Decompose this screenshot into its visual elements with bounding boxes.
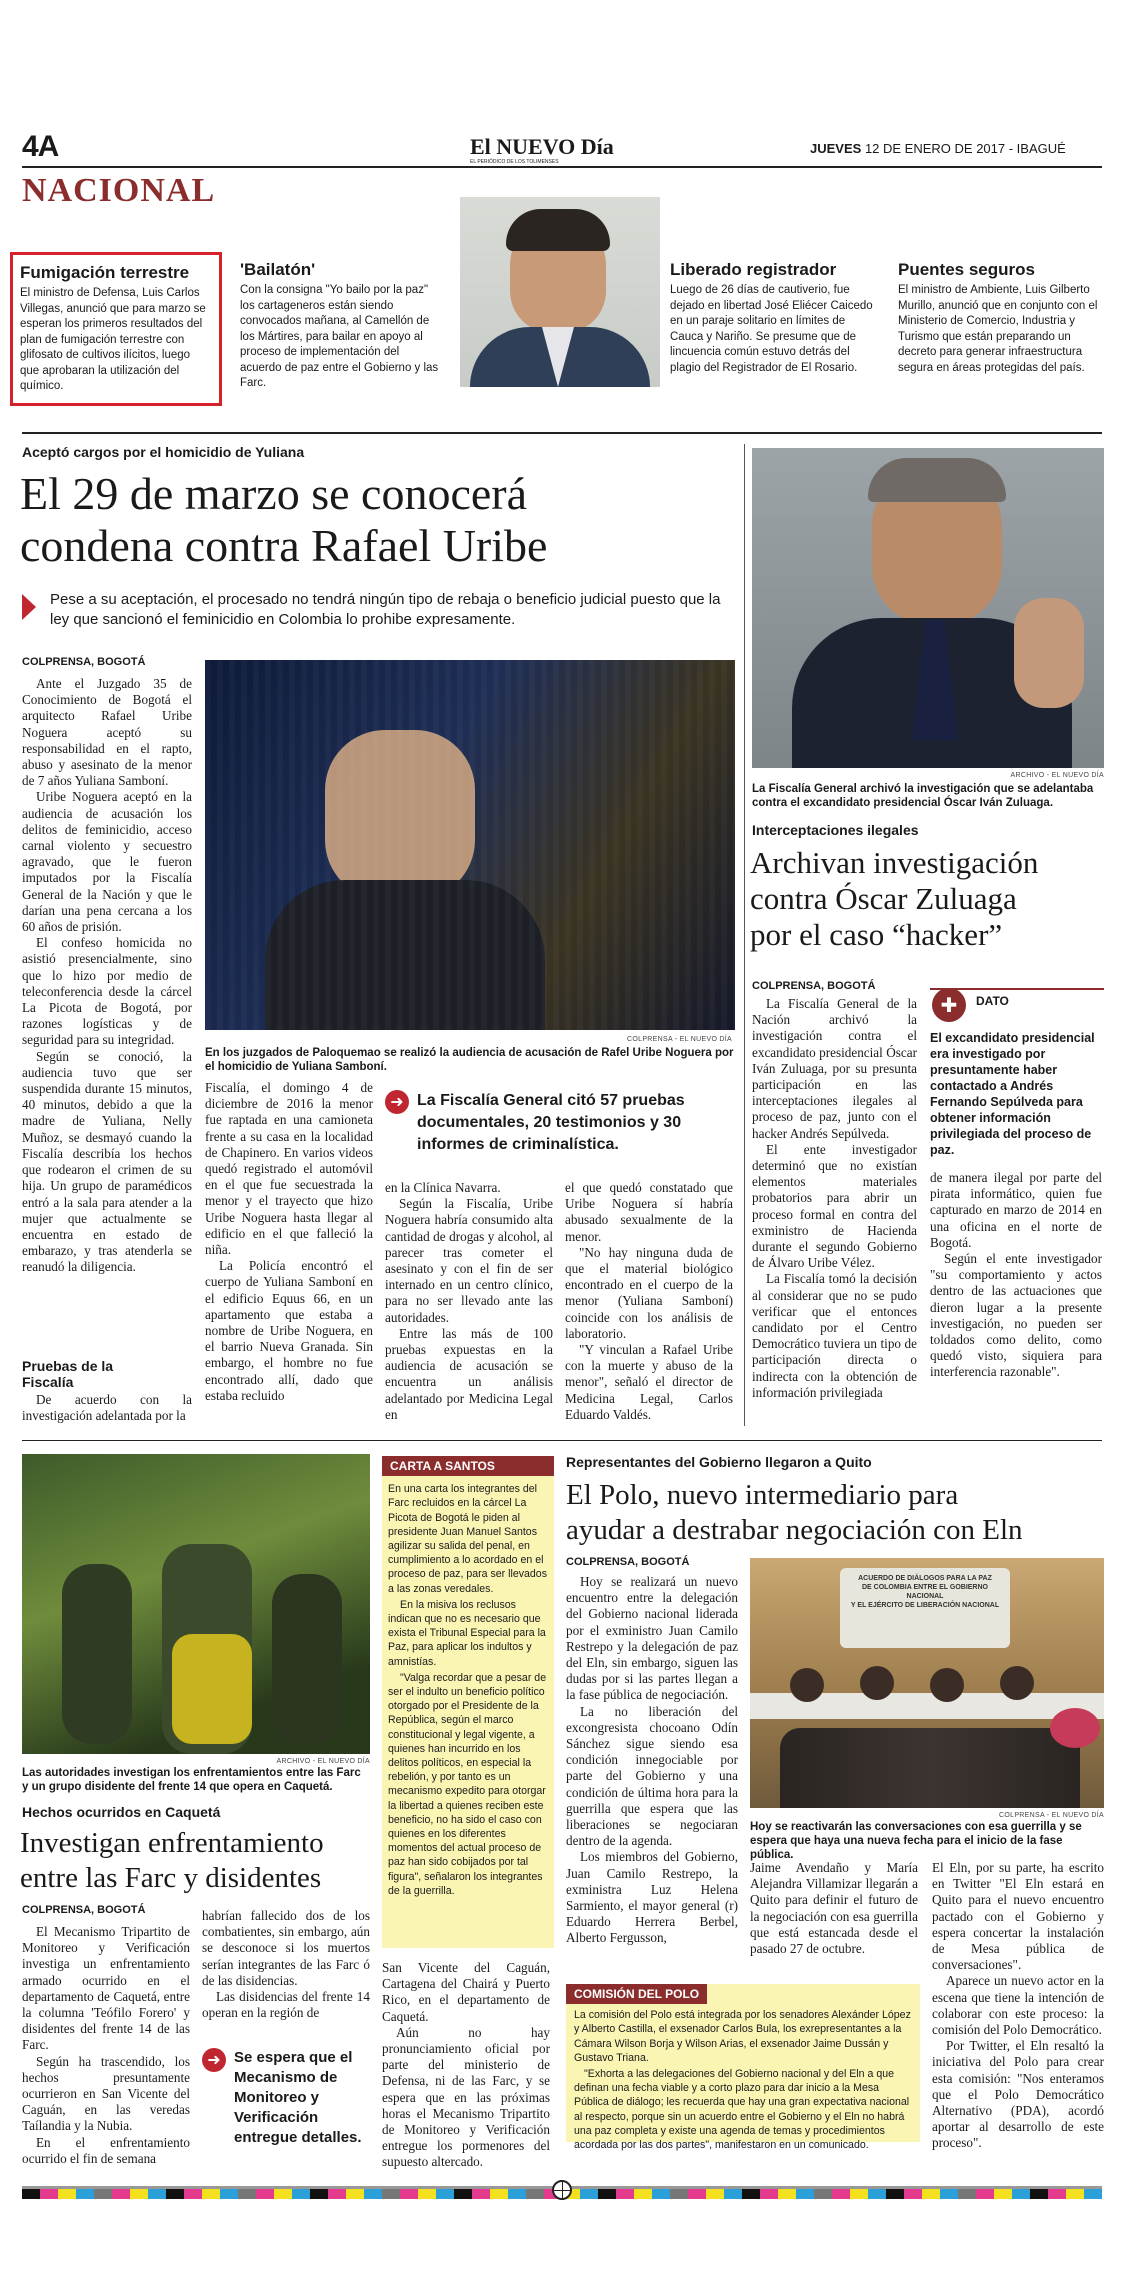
color-block <box>580 2189 598 2199</box>
farc-kicker: Hechos ocurridos en Caquetá <box>22 1804 221 1820</box>
zuluaga-photo <box>752 448 1104 768</box>
color-block <box>76 2189 94 2199</box>
eln-col-1: Hoy se realizará un nuevo encuentro entre la delegación del Gobierno nacional liderada por el exministro Juan Camilo Restrepo y la delegación de paz del Eln, sin embargo, siguen las dudas por si las partes llegan a la fase pública de negociación. La no liberación del excongresista chocoano Odín Sánchez sigue siendo esa condición innegociable por parte del Gobierno y una condición de última hora para la guerrilla que espera que las liberaciones se negociaran dentro de la agenda. Los miembros del Gobierno, Juan Camilo Restrepo, la exministra Luz Helena Sarmiento, el mayor general (r) Eduardo Herrera Berbel, Alberto Fergusson, <box>566 1574 738 1946</box>
eln-banner-text: ACUERDO DE DIÁLOGOS PARA LA PAZ DE COLOMBIA ENTRE EL GOBIERNO NACIONAL Y EL EJÉRCITO DE LIBERACIÓN NACIONAL <box>850 1575 1000 1609</box>
brief-title: Puentes seguros <box>898 260 1035 279</box>
brief-text: El ministro de Defensa, Luis Carlos Villegas, anunció que para marzo se esperan los primeros resultados del plan de fumigación terrestre con glifosato de cultivos ilícitos, luego que aprobaran la utilización del químico. <box>20 287 206 392</box>
zuluaga-photo-caption: La Fiscalía General archivó la investigación que se adelantaba contra el excandidato presidencial Óscar Iván Zuluaga. <box>752 783 1094 809</box>
brief-title: Fumigación terrestre <box>20 263 190 282</box>
color-block <box>238 2189 256 2199</box>
uribe-col-1: Ante el Juzgado 35 de Conocimiento de Bogotá el arquitecto Rafael Uribe Noguera aceptó su responsabilidad en el rapto, abuso y asesinato de la menor de 7 años Yuliana Samboní. Uribe Noguera aceptó en la audiencia de acusación los delitos de feminicidio, acceso carnal violento y secuestro agravado, que le fueron imputados por la Fiscalía General de la Nación y que le darían una pena cercana a los 60 años de prisión. El confeso homicida no asistió presencialmente, sino que lo hizo por medio de teleconferencia desde la cárcel La Picota de Bogotá, por razones logísticas y de seguridad para su integridad. Según se conoció, la audiencia tuvo que ser suspendida durante 15 minutos, 40 minutos, debido a que la madre de Yuliana, Nelly Muñoz, se desmayó cuando la Fiscalía describía los hechos que rodearon el crimen de su hija. Un grupo de paramédicos entró a la sala para atender a la mujer que actualmente se encuentra en estado de embarazo, y tras atenderla se reanudó la diligencia. <box>22 676 192 1275</box>
color-block <box>598 2189 616 2199</box>
eln-byline: COLPRENSA, BOGOTÁ <box>566 1556 690 1568</box>
masthead-subtitle: EL PERIÓDICO DE LOS TOLIMENSES <box>470 159 559 165</box>
color-block <box>1012 2189 1030 2199</box>
color-block <box>508 2189 526 2199</box>
color-block <box>904 2189 922 2199</box>
color-block <box>868 2189 886 2199</box>
registration-mark-icon <box>552 2180 572 2200</box>
masthead: El NUEVO Día <box>470 134 614 159</box>
color-block <box>976 2189 994 2199</box>
arrow-icon: ➜ <box>385 1090 409 1114</box>
color-block <box>796 2189 814 2199</box>
color-block <box>1048 2189 1066 2199</box>
brief-fumigacion <box>10 252 222 406</box>
color-block <box>220 2189 238 2199</box>
carta-label: CARTA A SANTOS <box>382 1456 554 1476</box>
eln-photo-caption: Hoy se reactivarán las conversaciones con esa guerrilla y se espera que haya una nueva fecha para el inicio de la fase pública. <box>750 1821 1082 1861</box>
color-block <box>994 2189 1012 2199</box>
dato-box <box>930 988 1104 1158</box>
uribe-photo-caption: En los juzgados de Paloquemao se realizó la audiencia de acusación de Rafel Uribe Noguera por el homicidio de Yuliana Samboní. <box>205 1047 734 1073</box>
uribe-col-4: el que quedó constatado que Uribe Noguera sí habría abusado sexualmente de la menor. "No hay ninguna duda de que el material biológico encontrado en el cuerpo de la menor (Yuliana Samboní) coincide con los análisis de laboratorio. "Y vinculan a Rafael Uribe con la muerte y abuso de la menor", señaló el director de Medicina Legal, Carlos Eduardo Valdés. <box>565 1180 733 1422</box>
eln-headline: El Polo, nuevo intermediario para ayudar a destrabar negociación con Eln <box>566 1479 1023 1546</box>
color-block <box>400 2189 418 2199</box>
uribe-subhead: Pruebas de la Fiscalía <box>22 1358 114 1390</box>
uribe-headline: El 29 de marzo se conocerá condena contra Rafael Uribe <box>20 468 548 571</box>
color-block <box>724 2189 742 2199</box>
brief-photo <box>460 197 660 387</box>
color-block <box>22 2189 40 2199</box>
section-title: NACIONAL <box>22 172 216 209</box>
zuluaga-byline: COLPRENSA, BOGOTÁ <box>752 980 876 992</box>
carta-box: CARTA A SANTOS En una carta los integrantes del Farc recluidos en la cárcel La Picota de Bogotá le piden al presidente Juan Manuel Santos agilizar su salida del penal, en cumplimiento a lo acordado en el proceso de paz, para ser llevados a las zonas veredales. En la misiva los reclusos indican que no es necesario que exista el Tribunal Especial para la Paz, para aplicar los indultos y amnistías. "Valga recordar que a pesar de ser el indulto un beneficio político otorgado por el Presidente de la República, según el marco constitucional y legal vigente, a quienes han incurrido en los delitos políticos, en especial la rebelión, y por tanto es un mecanismo expedito para otorgar la libertad a quienes reciben este beneficio, no ha sido el caso con quienes en los diferentes momentos del actual proceso de paz han sido cobijados por tal figura", señalaron los integrantes de la guerrilla. <box>382 1456 554 1948</box>
uribe-byline: COLPRENSA, BOGOTÁ <box>22 656 146 668</box>
zuluaga-photo-credit: ARCHIVO - EL NUEVO DÍA <box>1010 772 1104 779</box>
uribe-col-2: Fiscalía, el domingo 4 de diciembre de 2016 la menor fue raptada en una camioneta frente a su casa en la localidad de Chapinero. En varios videos quedó registrado el automóvil en el que fue secuestrada la menor y el trayecto que hizo Uribe Noguera hasta llegar al edificio en el que falleció la niña. La Policía encontró el cuerpo de Yuliana Samboní en el edificio Equus 66, en un apartamento que estaba a nombre de Uribe Noguera, en el barrio Nueva Granada. Sin embargo, el hombre no fue encontrado allí, dado que estaba recluido <box>205 1080 373 1403</box>
brief-liberado <box>670 260 875 376</box>
eln-col-2: Jaime Avendaño y María Alejandra Villamizar llegarán a Quito para definir el futuro de la negociación con esa guerrilla que está estancada desde el pasado 27 de octubre. <box>750 1860 918 1957</box>
zuluaga-col-2: de manera ilegal por parte del pirata informático, quien fue capturado en marzo de 2014 en una oficina en el norte de Bogotá. Según el ente investigador "su comportamiento y actos dentro de las actuaciones que dieron lugar a la presente investigación, no pueden ser toldados como delito, como quedó visto, siquiera para interferencia razonable". <box>930 1170 1102 1380</box>
uribe-pullquote: ➜ La Fiscalía General citó 57 pruebas documentales, 20 testimonios y 30 informes de criminalística. <box>385 1090 735 1114</box>
color-block <box>256 2189 274 2199</box>
color-block <box>364 2189 382 2199</box>
color-block <box>274 2189 292 2199</box>
uribe-col-1-end: De acuerdo con la investigación adelantada por la <box>22 1392 192 1424</box>
color-block <box>166 2189 184 2199</box>
color-block <box>1066 2189 1084 2199</box>
uribe-photo-credit: COLPRENSA - EL NUEVO DÍA <box>627 1036 732 1043</box>
color-block <box>94 2189 112 2199</box>
color-block <box>418 2189 436 2199</box>
issue-date: JUEVES 12 DE ENERO DE 2017 - IBAGUÉ <box>810 141 1066 156</box>
color-block <box>634 2189 652 2199</box>
color-block <box>202 2189 220 2199</box>
color-block <box>58 2189 76 2199</box>
color-block <box>472 2189 490 2199</box>
color-block <box>670 2189 688 2199</box>
eln-photo <box>750 1558 1104 1808</box>
color-block <box>706 2189 724 2199</box>
arrow-icon: ➜ <box>202 2048 226 2072</box>
color-block <box>328 2189 346 2199</box>
zuluaga-kicker: Interceptaciones ilegales <box>752 822 919 838</box>
color-block <box>742 2189 760 2199</box>
header-rule <box>22 166 1102 168</box>
color-block <box>148 2189 166 2199</box>
color-block <box>454 2189 472 2199</box>
eln-photo-credit: COLPRENSA - EL NUEVO DÍA <box>999 1812 1104 1819</box>
dato-text: El excandidato presidencial era investigado por presuntamente haber contactado a Andrés Fernando Sepúlveda para obtener información privilegiada del proceso de paz. <box>930 1031 1095 1157</box>
farc-headline: Investigan enfrentamiento entre las Farc y disidentes <box>20 1827 324 1894</box>
eln-kicker: Representantes del Gobierno llegaron a Quito <box>566 1454 872 1470</box>
polo-box: COMISIÓN DEL POLO La comisión del Polo está integrada por los senadores Alexánder López y Alberto Castilla, el exsenador Carlos Bula, los exrepresentantes a la Cámara Wilson Borja y Wilson Arias, el exsenador Jaime Dussán y Gustavo Triana. "Exhorta a las delegaciones del Gobierno nacional y del Eln a que definan una fecha viable y a corto plazo para dar inicio a la Mesa Pública de diálogo; les recuerda que hay una gran expectativa nacional al respecto, porque sin un acuerdo entre el Gobierno y el Eln no habrá una paz completa y existe una agenda de temas y procedimientos acordada por las dos partes", manifestaron en un comunicado. <box>566 1984 920 2142</box>
brief-bailaton <box>240 260 440 392</box>
farc-pullquote: ➜ Se espera que el Mecanismo de Monitoreo y Verificación entregue detalles. <box>202 2048 370 2072</box>
dato-icon: ✚ <box>932 988 966 1022</box>
color-block <box>814 2189 832 2199</box>
brief-title: 'Bailatón' <box>240 260 316 279</box>
farc-col-2: habrían fallecido dos de los combatientes, sin embargo, aún se desconoce si los muertos serían integrantes de las Farc ó de las disidencias. Las disidencias del frente 14 operan en la región de <box>202 1908 370 2021</box>
farc-byline: COLPRENSA, BOGOTÁ <box>22 1904 146 1916</box>
color-block <box>778 2189 796 2199</box>
brief-title: Liberado registrador <box>670 260 837 279</box>
farc-photo-caption: Las autoridades investigan los enfrentamientos entre las Farc y un grupo disidente del frente 14 que opera en Caquetá. <box>22 1767 361 1793</box>
uribe-col-3: en la Clínica Navarra. Según la Fiscalía, Uribe Noguera habría consumido alta cantidad de drogas y alcohol, al parecer tras cometer el asesinato y con el fin de ser internado en un centro clínico, para no ser llevado ante las autoridades. Entre las más de 100 pruebas expuestas en la audiencia de acusación se encuentra un análisis adelantado por Medicina Legal en <box>385 1180 553 1422</box>
uribe-photo <box>205 660 735 1030</box>
color-block <box>958 2189 976 2199</box>
color-block <box>1030 2189 1048 2199</box>
farc-photo-credit: ARCHIVO - EL NUEVO DÍA <box>276 1758 370 1765</box>
color-block <box>1084 2189 1102 2199</box>
briefs-rule <box>22 432 1102 434</box>
farc-col-3: San Vicente del Caguán, Cartagena del Chairá y Puerto Rico, en el departamento de Caquetá. Aún no hay pronunciamiento oficial por parte del ministerio de Defensa, ni de las Farc, y se espera que en las próximas horas el Mecanismo Tripartito de Monitoreo y Verificación entregue los pormenores del supuesto altercado. <box>382 1960 550 2170</box>
color-block <box>112 2189 130 2199</box>
uribe-deck: Pese a su aceptación, el procesado no tendrá ningún tipo de rebaja o beneficio judicial puesto que la ley que sancionó el feminicidio en Colombia lo prohibe expresamente. <box>22 590 732 630</box>
color-block <box>310 2189 328 2199</box>
color-block <box>436 2189 454 2199</box>
eln-col-3: El Eln, por su parte, ha escrito en Twitter "El Eln estará en Quito para el nuevo encuentro pactado con el Gobierno y espera concertar la instalación de Mesa pública de conversaciones". Aparece un nuevo actor en la escena que tiene la intención de colaborar con este proceso: la comisión del Polo Democrático. Por Twitter, el Eln resaltó la iniciativa del Polo para crear esta comisión: "Nos enteramos que el Polo Democrático Alternativo (PDA), acordó aportar al desarrollo de este proceso". <box>932 1860 1104 2151</box>
color-block <box>490 2189 508 2199</box>
color-block <box>526 2189 544 2199</box>
dato-header: ✚ DATO <box>930 988 1104 1020</box>
section-rule <box>22 1440 1102 1441</box>
brief-puentes <box>898 260 1103 376</box>
color-block <box>886 2189 904 2199</box>
color-block <box>940 2189 958 2199</box>
color-block <box>652 2189 670 2199</box>
color-block <box>184 2189 202 2199</box>
color-block <box>832 2189 850 2199</box>
color-block <box>616 2189 634 2199</box>
color-block <box>760 2189 778 2199</box>
farc-photo <box>22 1454 370 1754</box>
brief-text: El ministro de Ambiente, Luis Gilberto Murillo, anunció que en conjunto con el Ministerio de Comercio, Industria y Turismo que están preparando un decreto para generar infraestructura segura en áreas protegidas del país. <box>898 284 1098 374</box>
color-block <box>292 2189 310 2199</box>
color-block <box>688 2189 706 2199</box>
brief-text: Luego de 26 días de cautiverio, fue dejado en libertad José Eliécer Caicedo en un paraje solitario en límites de Cauca y Nariño. Se presume que de lincuencia común estuvo detrás del plagio del Registrador de El Rosario. <box>670 284 873 374</box>
page-number: 4A <box>22 130 59 163</box>
zuluaga-headline: Archivan investigación contra Óscar Zuluaga por el caso “hacker” <box>750 845 1039 952</box>
uribe-kicker: Aceptó cargos por el homicidio de Yuliana <box>22 444 305 460</box>
color-block <box>382 2189 400 2199</box>
color-block <box>346 2189 364 2199</box>
polo-label: COMISIÓN DEL POLO <box>566 1984 707 2004</box>
color-block <box>922 2189 940 2199</box>
brief-text: Con la consigna "Yo bailo por la paz" los cartageneros están siendo convocados mañana, al Camellón de los Mártires, para bailar en apoyo al proceso de implementación del acuerdo de paz entre el Gobierno y las Farc. <box>240 284 439 389</box>
column-separator <box>744 444 745 1426</box>
zuluaga-col-1: La Fiscalía General de la Nación archivó la investigación contra el excandidato presidencial Óscar Iván Zuluaga, por su presunta participación en las interceptaciones ilegales al proceso de paz, junto con el hacker Andrés Sepúlveda. El ente investigador determinó que no existían elementos materiales probatorios para abrir un proceso formal en contra del exministro de Hacienda durante el segundo Gobierno de Álvaro Uribe Vélez. La Fiscalía tomó la decisión al considerar que no se pudo verificar que el entonces candidato por el Centro Democrático tuviera un tipo de participación directa o indirecta con la obtención de información privilegiada <box>752 996 917 1400</box>
color-block <box>130 2189 148 2199</box>
color-block <box>40 2189 58 2199</box>
farc-col-1: El Mecanismo Tripartito de Monitoreo y Verificación investiga un enfrentamiento armado ocurrido en el departamento de Caquetá, entre la columna 'Teófilo Forero' y disidentes del frente 14 de las Farc. Según ha trascendido, los hechos presuntamente ocurrieron en San Vicente del Caguán, en las veredas Taílandia y la Nubia. En el enfrentamiento ocurrido el fin de semana <box>22 1924 190 2166</box>
color-block <box>850 2189 868 2199</box>
